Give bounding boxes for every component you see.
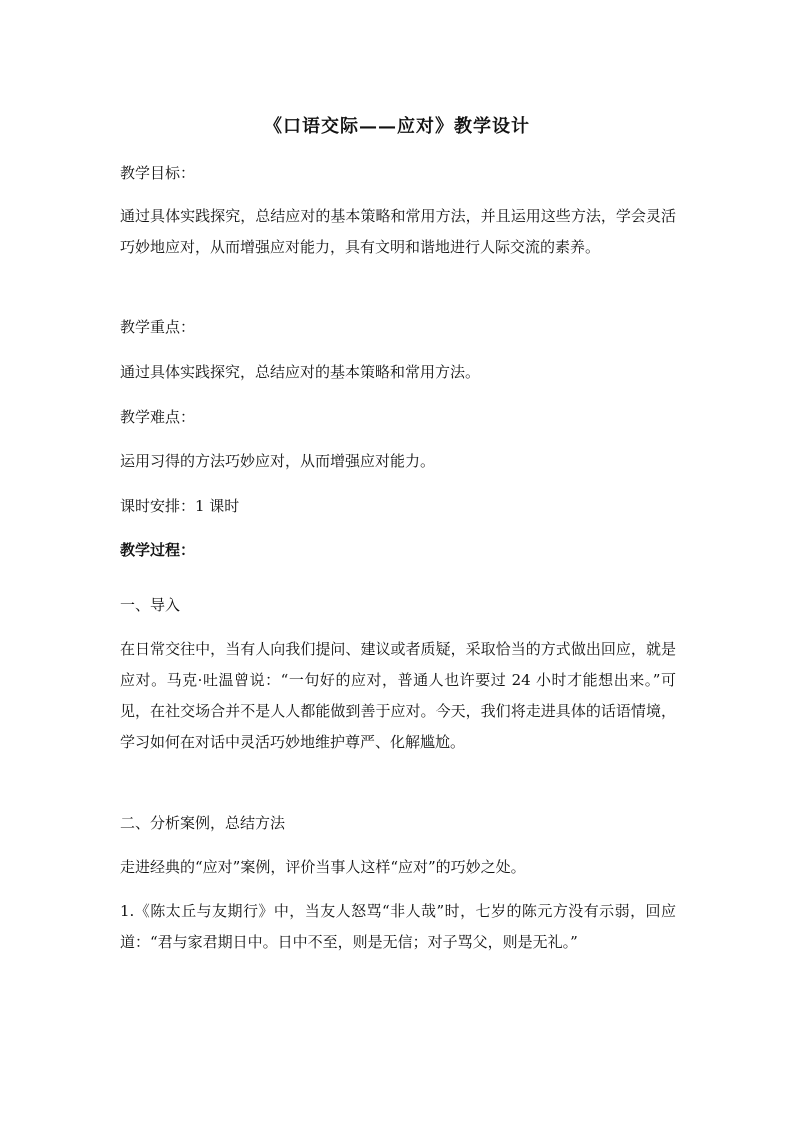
case1-text: 1.《陈太丘与友期行》中，当友人怒骂“非人哉”时，七岁的陈元方没有示弱，回应道：“君与家君期日中。日中不至，则是无信；对子骂父，则是无礼。” <box>120 902 676 951</box>
difficulty-text: 运用习得的方法巧妙应对，从而增强应对能力。 <box>120 452 436 470</box>
process-heading: 教学过程： <box>120 541 196 559</box>
schedule-text: 课时安排：1 课时 <box>120 497 240 515</box>
key-heading: 教学重点： <box>120 318 196 336</box>
intro-heading: 一、导入 <box>120 596 181 614</box>
goal-heading: 教学目标： <box>120 164 196 182</box>
goal-text: 通过具体实践探究，总结应对的基本策略和常用方法，并且运用这些方法，学会灵活巧妙地应对，从而增强应对能力，具有文明和谐地进行人际交流的素养。 <box>120 207 676 256</box>
key-text: 通过具体实践探究，总结应对的基本策略和常用方法。 <box>120 363 481 381</box>
document-title: 《口语交际——应对》教学设计 <box>264 116 530 137</box>
analysis-text: 走进经典的“应对”案例，评价当事人这样“应对”的巧妙之处。 <box>120 858 526 876</box>
difficulty-heading: 教学难点： <box>120 408 196 426</box>
intro-text: 在日常交往中，当有人向我们提问、建议或者质疑，采取恰当的方式做出回应，就是应对。马克·吐温曾说：“一句好的应对，普通人也许要过 24 小时才能想出来。”可见，在社交场合并不是人人都能做到善于应对。今天，我们将走进具体的话语情境，学习如何在对话中灵活巧妙地维护尊严、化解尴尬。 <box>120 640 676 751</box>
analysis-heading: 二、分析案例，总结方法 <box>120 814 286 832</box>
